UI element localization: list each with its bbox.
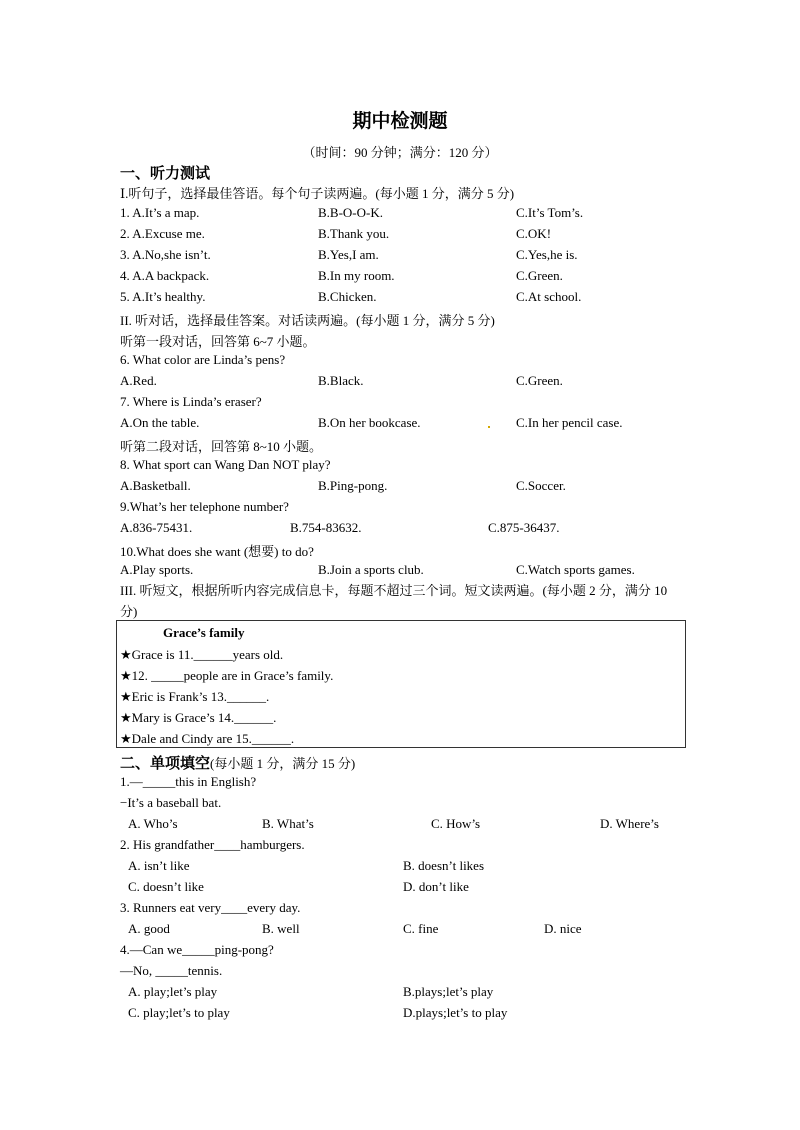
section-1-heading: 一、听力测试: [120, 164, 211, 182]
question-6: 6. What color are Linda’s pens?: [120, 352, 286, 367]
mc3-option-c: C. fine: [403, 921, 439, 936]
info-card-line-13: ★Eric is Frank’s 13.______.: [120, 689, 270, 704]
section-2-note: (每小题 1 分，满分 15 分): [210, 756, 356, 771]
mc2-option-b: B. doesn’t likes: [403, 858, 485, 873]
q9-option-a: A.836-75431.: [120, 520, 193, 535]
part-2-instruction: II. 听对话，选择最佳答案。对话读两遍。(每小题 1 分，满分 5 分): [120, 313, 495, 328]
mc-question-4-answer: —No, _____tennis.: [120, 963, 223, 978]
mc-question-1-answer: −It’s a baseball bat.: [120, 795, 222, 810]
q2-option-a: 2. A.Excuse me.: [120, 226, 205, 241]
mc4-option-b: B.plays;let’s play: [403, 984, 494, 999]
exam-time-info: （时间：90 分钟；满分：120 分）: [302, 145, 498, 160]
q3-option-c: C.Yes,he is.: [516, 247, 578, 262]
q9-option-c: C.875-36437.: [488, 520, 560, 535]
mc4-option-a: A. play;let’s play: [128, 984, 218, 999]
part-3-instruction: III. 听短文，根据所听内容完成信息卡，每题不超过三个词。短文读两遍。(每小题 2 分，满分 10 分): [120, 583, 668, 619]
q3-option-a: 3. A.No,she isn’t.: [120, 247, 211, 262]
stray-mark: [488, 426, 490, 428]
mc2-option-d: D. don’t like: [403, 879, 469, 894]
dialog-2-note: 听第二段对话，回答第 8~10 小题。: [120, 439, 323, 454]
info-card-title: Grace’s family: [163, 625, 245, 640]
section-2-heading: [120, 752, 355, 773]
mc3-option-b: B. well: [262, 921, 300, 936]
mc-question-1: 1.—_____this in English?: [120, 774, 257, 789]
q4-option-b: B.In my room.: [318, 268, 395, 283]
mc2-option-c: C. doesn’t like: [128, 879, 204, 894]
mc3-option-d: D. nice: [544, 921, 582, 936]
mc4-option-c: C. play;let’s to play: [128, 1005, 230, 1020]
mc1-option-d: D. Where’s: [600, 816, 659, 831]
q7-option-c: C.In her pencil case.: [516, 415, 623, 430]
q10-option-a: A.Play sports.: [120, 562, 194, 577]
q9-option-b: B.754-83632.: [290, 520, 362, 535]
q2-option-c: C.OK!: [516, 226, 552, 241]
info-card-line-15: ★Dale and Cindy are 15.______.: [120, 731, 295, 746]
q5-option-c: C.At school.: [516, 289, 582, 304]
q6-option-c: C.Green.: [516, 373, 563, 388]
q1-option-a: 1. A.It’s a map.: [120, 205, 200, 220]
question-10: 10.What does she want (想要) to do?: [120, 544, 314, 559]
q2-option-b: B.Thank you.: [318, 226, 390, 241]
mc1-option-c: C. How’s: [431, 816, 481, 831]
info-card-line-11: ★Grace is 11.______years old.: [120, 647, 284, 662]
mc-question-4: 4.—Can we_____ping-pong?: [120, 942, 274, 957]
q4-option-c: C.Green.: [516, 268, 563, 283]
info-card-line-12: ★12. _____people are in Grace’s family.: [120, 668, 334, 683]
q1-option-c: C.It’s Tom’s.: [516, 205, 584, 220]
page-title: 期中检测题: [352, 110, 448, 132]
mc-question-3: 3. Runners eat very____every day.: [120, 900, 301, 915]
part-1-instruction: Ⅰ.听句子，选择最佳答语。每个句子读两遍。(每小题 1 分，满分 5 分): [120, 186, 515, 201]
mc1-option-a: A. Who’s: [128, 816, 178, 831]
question-9: 9.What’s her telephone number?: [120, 499, 289, 514]
question-7: 7. Where is Linda’s eraser?: [120, 394, 262, 409]
q7-option-a: A.On the table.: [120, 415, 200, 430]
mc-question-2: 2. His grandfather____hamburgers.: [120, 837, 305, 852]
q1-option-b: B.B-O-O-K.: [318, 205, 383, 220]
q8-option-a: A.Basketball.: [120, 478, 191, 493]
q8-option-b: B.Ping-pong.: [318, 478, 388, 493]
q8-option-c: C.Soccer.: [516, 478, 566, 493]
q5-option-b: B.Chicken.: [318, 289, 377, 304]
info-card-line-14: ★Mary is Grace’s 14.______.: [120, 710, 277, 725]
q10-option-b: B.Join a sports club.: [318, 562, 424, 577]
q10-option-c: C.Watch sports games.: [516, 562, 635, 577]
q4-option-a: 4. A.A backpack.: [120, 268, 210, 283]
q6-option-a: A.Red.: [120, 373, 157, 388]
q3-option-b: B.Yes,I am.: [318, 247, 379, 262]
q7-option-b: B.On her bookcase.: [318, 415, 421, 430]
section-2-title: 二、单项填空: [120, 754, 211, 772]
question-8: 8. What sport can Wang Dan NOT play?: [120, 457, 331, 472]
mc2-option-a: A. isn’t like: [128, 858, 190, 873]
mc3-option-a: A. good: [128, 921, 170, 936]
mc1-option-b: B. What’s: [262, 816, 314, 831]
mc4-option-d: D.plays;let’s to play: [403, 1005, 508, 1020]
q6-option-b: B.Black.: [318, 373, 364, 388]
dialog-1-note: 听第一段对话，回答第 6~7 小题。: [120, 334, 316, 349]
q5-option-a: 5. A.It’s healthy.: [120, 289, 206, 304]
